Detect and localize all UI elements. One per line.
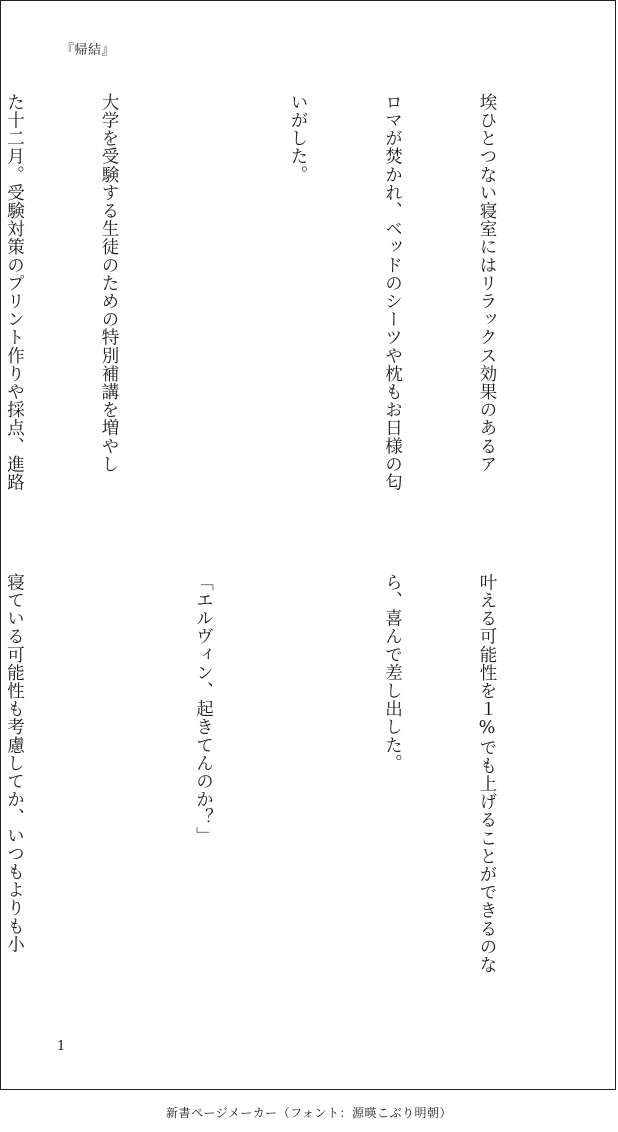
text-line: 埃ひとつない寝室にはリラックス効果のあるア bbox=[477, 93, 497, 474]
text-line: 大学を受験する生徒のための特別補講を増やし bbox=[99, 93, 119, 474]
page-number: 1 bbox=[57, 1039, 66, 1054]
blank-line bbox=[187, 93, 219, 533]
chapter-title: 『帰結』 bbox=[61, 43, 116, 58]
text-line: ロマが焚かれ、ベッドのシーツや枕もお日様の匂 bbox=[382, 93, 403, 492]
lower-text-block bbox=[0, 573, 565, 1013]
blank-line bbox=[93, 573, 125, 1013]
upper-text-block bbox=[0, 93, 565, 533]
text-line: 叶える可能性を１%でも上げることができるのな bbox=[477, 573, 497, 974]
footer-credit: 新書ページメーカー（フォント：源暎こぶり明朝） bbox=[165, 1106, 453, 1120]
text-line: 寝ている可能性も考慮してか、いつもよりも小 bbox=[4, 573, 25, 954]
text-line: ら、喜んで差し出した。 bbox=[382, 573, 403, 773]
text-line: いがした。 bbox=[288, 93, 308, 184]
blank-line bbox=[282, 573, 314, 1013]
text-line: た十二月。受験対策のプリント作りや採点、進路 bbox=[4, 93, 25, 492]
dialogue-line: 「エルヴィン、起きてんのか？」 bbox=[193, 573, 214, 845]
